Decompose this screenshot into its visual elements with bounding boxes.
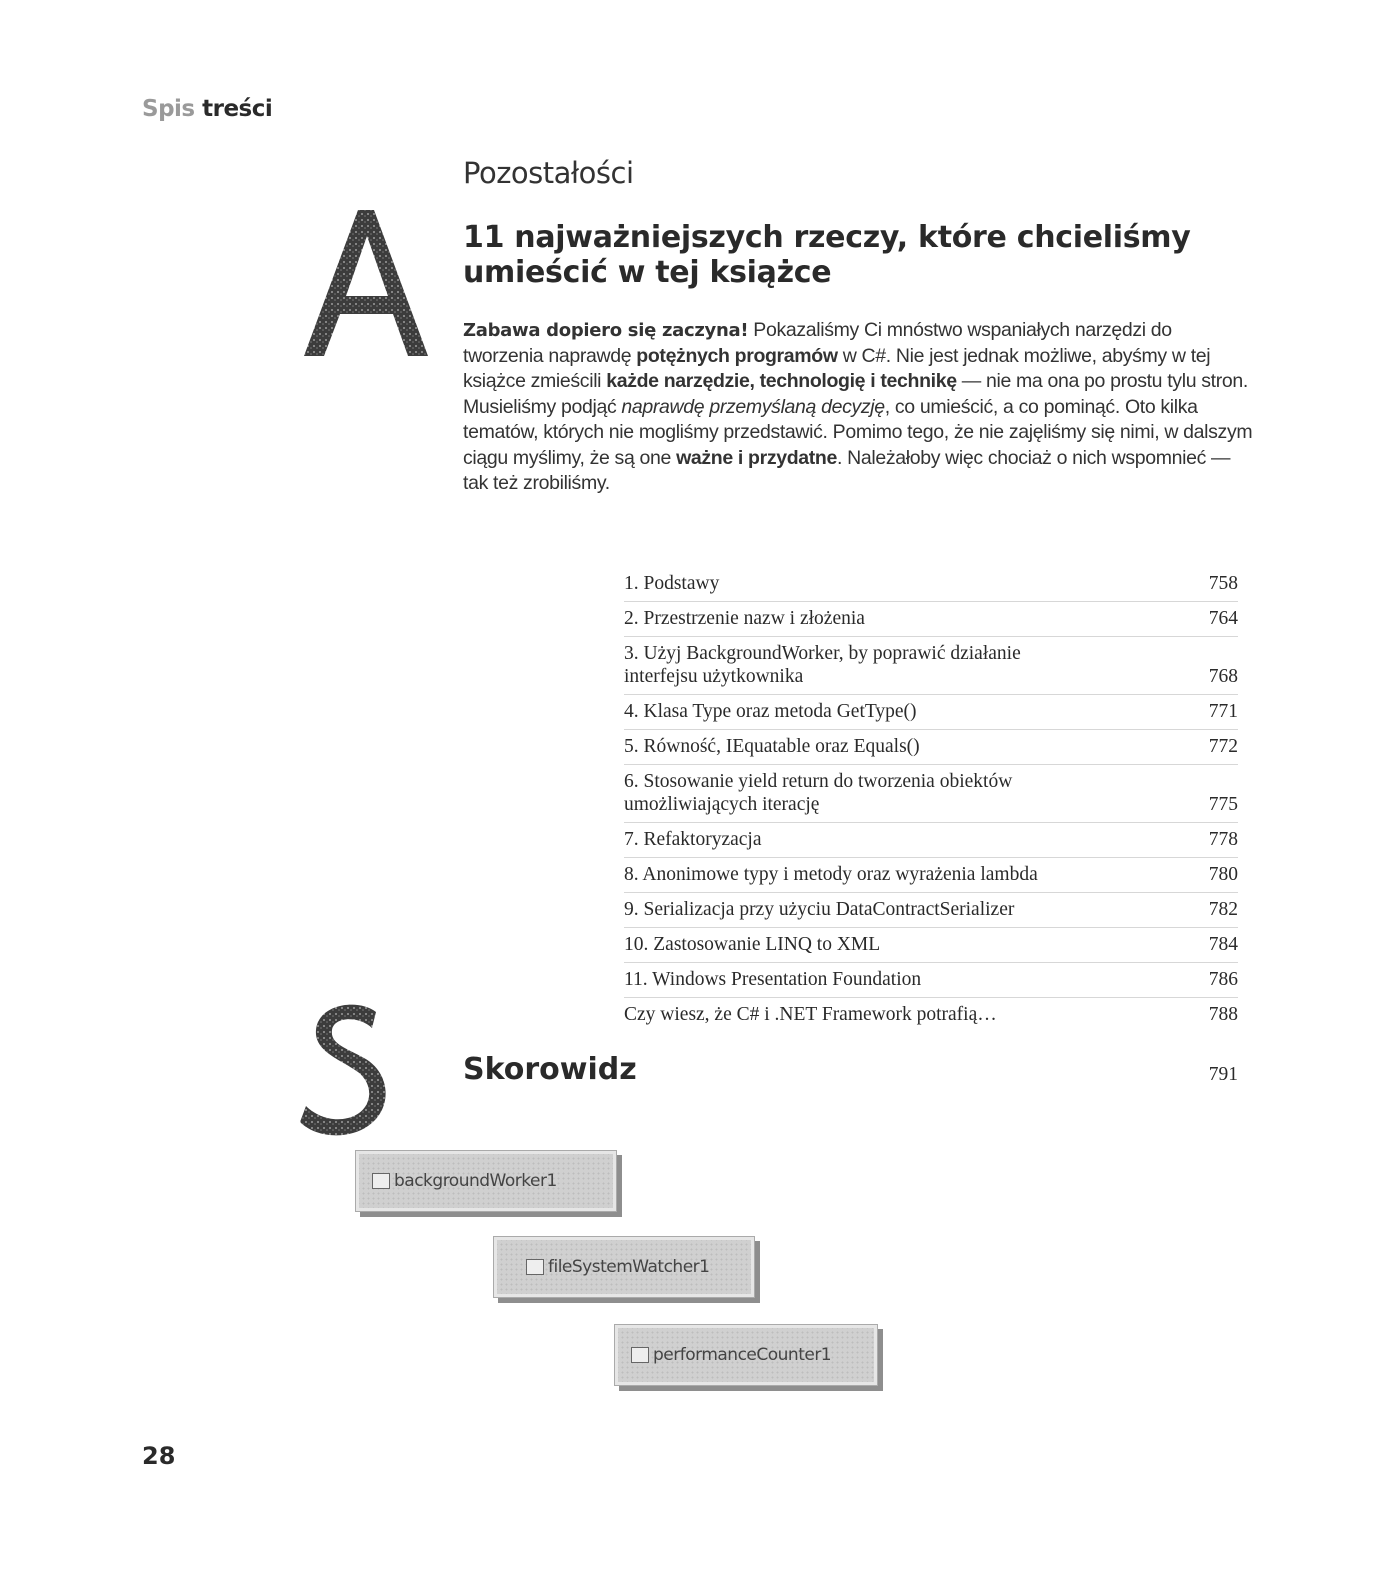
toc-entry-page: 775: [1208, 794, 1238, 815]
toc-entry-title: 9. Serializacja przy użyciu DataContractSerializer: [624, 899, 1015, 920]
index-title: Skorowidz: [463, 1052, 637, 1087]
intro-bold: ważne i przydatne: [676, 446, 837, 469]
toc-entry-page: 771: [1208, 701, 1238, 722]
toc-entry-page: 780: [1208, 864, 1238, 885]
toc-entry[interactable]: [624, 567, 1238, 602]
toc-entry[interactable]: [624, 730, 1238, 765]
toc-entry-page: 778: [1208, 829, 1238, 850]
toc-entry-title: 2. Przestrzenie nazw i złożenia: [624, 608, 865, 629]
toc-entry-page: 764: [1208, 608, 1238, 629]
toc-entry-title: Czy wiesz, że C# i .NET Framework potrafią…: [624, 1004, 997, 1025]
toc-entry[interactable]: [624, 637, 1238, 695]
intro-text: — nie ma ona po prostu tylu stron. Musieliśmy podjąć: [463, 370, 1248, 418]
toc-entry-title: 4. Klasa Type oraz metoda GetType(): [624, 701, 917, 722]
intro-text: , co umieścić, a co pominąć. Oto kilka tematów, których nie mogliśmy przedstawić. Pomimo tego, że nie zajęliśmy się nimi, w dalszym ciągu myślimy, że są one: [463, 395, 1253, 469]
counter-icon: [631, 1347, 649, 1363]
component-tray-item: [355, 1150, 617, 1212]
toc-entry[interactable]: [624, 928, 1238, 963]
toc-entry-title: 1. Podstawy: [624, 573, 720, 594]
toc-entry-page: 786: [1208, 969, 1238, 990]
intro-lead: Zabawa dopiero się zaczyna!: [463, 320, 749, 341]
component-label: backgroundWorker1: [394, 1171, 557, 1191]
header-part1: Spis: [142, 96, 195, 122]
toc-entry-title: 10. Zastosowanie LINQ to XML: [624, 934, 881, 955]
toc-entry[interactable]: [624, 893, 1238, 928]
toc-entry[interactable]: [624, 765, 1238, 823]
intro-bold: potężnych programów: [636, 344, 838, 367]
toc-entry[interactable]: [624, 602, 1238, 637]
chapter-subtitle: Pozostałości: [463, 156, 634, 190]
toc-entry-title: 6. Stosowanie yield return do tworzenia obiektów umożliwiających iterację: [624, 771, 1013, 815]
component-label: performanceCounter1: [653, 1345, 832, 1365]
toc-entry[interactable]: [624, 998, 1238, 1032]
component-tray-item: [493, 1236, 755, 1298]
intro-text: . Należałoby więc chociaż o nich wspomnieć — tak też zrobiliśmy.: [463, 446, 1231, 494]
intro-text: w C#. Nie jest jednak możliwe, abyśmy w tej książce zmieścili: [463, 344, 1211, 392]
toc-entry-title: 8. Anonimowe typy i metody oraz wyrażenia lambda: [624, 864, 1038, 885]
index-letter-s: [298, 1000, 398, 1140]
toc-entry-title: 11. Windows Presentation Foundation: [624, 969, 922, 990]
toc-entry[interactable]: [624, 695, 1238, 730]
toc-entry[interactable]: [624, 823, 1238, 858]
toc-entry-title: 5. Równość, IEquatable oraz Equals(): [624, 736, 920, 757]
toc-entry-page: 768: [1208, 666, 1238, 687]
intro-text: Pokazaliśmy Ci mnóstwo wspaniałych narzędzi do tworzenia naprawdę: [463, 319, 1172, 367]
toc-entry[interactable]: [624, 963, 1238, 998]
index-page: 791: [1208, 1064, 1238, 1085]
watcher-icon: [526, 1259, 544, 1275]
component-tray-item: [614, 1324, 878, 1386]
toc-entry-page: 784: [1208, 934, 1238, 955]
chapter-letter-a: [300, 206, 430, 366]
toc-entry[interactable]: [624, 858, 1238, 893]
toc-entry-page: 772: [1208, 736, 1238, 757]
chapter-intro: [463, 318, 1253, 497]
toc-entry-title: 3. Użyj BackgroundWorker, by poprawić działanie interfejsu użytkownika: [624, 643, 1021, 687]
intro-bold: każde narzędzie, technologię i technikę: [606, 370, 957, 392]
worker-icon: [372, 1173, 390, 1189]
intro-italic: naprawdę przemyślaną decyzję: [621, 395, 885, 418]
toc-entry-page: 758: [1208, 573, 1238, 594]
toc-list: [624, 567, 1238, 1032]
running-header: [142, 96, 272, 122]
chapter-title: 11 najważniejszych rzeczy, które chcieliśmy umieścić w tej książce: [463, 220, 1191, 290]
page-number: 28: [142, 1442, 176, 1470]
toc-entry-title: 7. Refaktoryzacja: [624, 829, 762, 850]
component-label: fileSystemWatcher1: [548, 1257, 710, 1277]
toc-entry-page: 788: [1208, 1004, 1238, 1025]
header-part2: treści: [202, 96, 273, 122]
toc-entry-page: 782: [1208, 899, 1238, 920]
